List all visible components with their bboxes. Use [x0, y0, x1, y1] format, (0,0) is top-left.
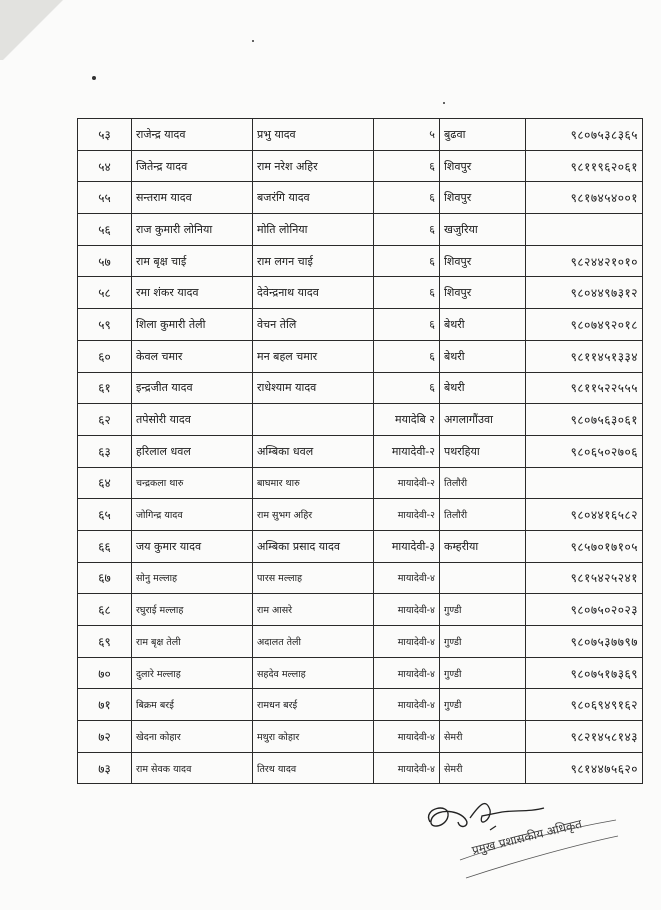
serial-number-cell: ६५	[78, 499, 132, 531]
table-row	[78, 752, 643, 784]
phone-cell: ९८०७५३८३६५	[526, 119, 643, 151]
father-name-cell: राधेश्याम यादव	[253, 372, 374, 404]
name-cell: चन्द्रकला थारु	[132, 467, 253, 499]
table-row	[78, 530, 643, 562]
ward-cell: मायादेवी-२	[374, 435, 440, 467]
father-name-cell: मथुरा कोहार	[253, 721, 374, 753]
serial-number-cell: ६९	[78, 626, 132, 658]
place-cell: सेमरी	[440, 721, 526, 753]
father-name-cell: मन बहल चमार	[253, 340, 374, 372]
phone-cell: ९८०४४९७३१२	[526, 277, 643, 309]
name-cell: राज कुमारी लोनिया	[132, 214, 253, 246]
place-cell: गुण्डी	[440, 657, 526, 689]
table-row	[78, 626, 643, 658]
table-row	[78, 245, 643, 277]
place-cell: बेथरी	[440, 372, 526, 404]
father-name-cell: पारस मल्लाह	[253, 562, 374, 594]
phone-cell: ९८११४५१३३४	[526, 340, 643, 372]
table-row	[78, 594, 643, 626]
table-row	[78, 467, 643, 499]
roster-table	[77, 118, 643, 784]
place-cell: बेथरी	[440, 340, 526, 372]
ward-cell: मायादेवी-४	[374, 657, 440, 689]
name-cell: बिक्रम बरई	[132, 689, 253, 721]
table-row	[78, 562, 643, 594]
place-cell	[440, 562, 526, 594]
table-row	[78, 277, 643, 309]
serial-number-cell: ५५	[78, 182, 132, 214]
father-name-cell: अम्बिका प्रसाद यादव	[253, 530, 374, 562]
table-row	[78, 182, 643, 214]
phone-cell: ९८१५४२५२४१	[526, 562, 643, 594]
phone-cell	[526, 467, 643, 499]
table-row	[78, 309, 643, 341]
name-cell: राम बृक्ष चाई	[132, 245, 253, 277]
father-name-cell: बाघमार थारु	[253, 467, 374, 499]
ward-cell: ६	[374, 309, 440, 341]
ward-cell: ६	[374, 150, 440, 182]
table-row	[78, 435, 643, 467]
ward-cell: मायादेवी-४	[374, 562, 440, 594]
ward-cell: मयादेबि २	[374, 404, 440, 436]
roster-body	[78, 119, 643, 784]
serial-number-cell: ५७	[78, 245, 132, 277]
father-name-cell: राम लगन चाई	[253, 245, 374, 277]
serial-number-cell: ५३	[78, 119, 132, 151]
father-name-cell: रामधन बरई	[253, 689, 374, 721]
table-row	[78, 340, 643, 372]
name-cell: राम बृक्ष तेली	[132, 626, 253, 658]
ink-speck	[443, 102, 445, 104]
phone-cell: ९८२१४५८१४३	[526, 721, 643, 753]
serial-number-cell: ६७	[78, 562, 132, 594]
ward-cell: ६	[374, 340, 440, 372]
serial-number-cell: ६६	[78, 530, 132, 562]
ward-cell: ६	[374, 277, 440, 309]
ward-cell: मायादेवी-२	[374, 499, 440, 531]
place-cell: गुण्डी	[440, 594, 526, 626]
phone-cell: ९८०७५३७७९७	[526, 626, 643, 658]
place-cell: पथरहिया	[440, 435, 526, 467]
name-cell: राजेन्द्र यादव	[132, 119, 253, 151]
name-cell: दुलारे मल्लाह	[132, 657, 253, 689]
ward-cell: मायादेवी-४	[374, 626, 440, 658]
father-name-cell: प्रभु यादव	[253, 119, 374, 151]
father-name-cell: बजरंगि यादव	[253, 182, 374, 214]
phone-cell: ९८१४४७५६२०	[526, 752, 643, 784]
place-cell: बुढवा	[440, 119, 526, 151]
phone-cell: ९८०६९४९१६२	[526, 689, 643, 721]
place-cell: तिलौरी	[440, 467, 526, 499]
place-cell: खजुरिया	[440, 214, 526, 246]
father-name-cell: अदालत तेली	[253, 626, 374, 658]
phone-cell: ९८११९६२०६१	[526, 150, 643, 182]
place-cell: तिलौरी	[440, 499, 526, 531]
phone-cell: ९८०६५०२७०६	[526, 435, 643, 467]
ward-cell: ६	[374, 245, 440, 277]
phone-cell: ९८२४४२१०१०	[526, 245, 643, 277]
place-cell: कम्हरीया	[440, 530, 526, 562]
phone-cell: ९८०७५०२०२३	[526, 594, 643, 626]
name-cell: जितेन्द्र यादव	[132, 150, 253, 182]
father-name-cell: तिरथ यादव	[253, 752, 374, 784]
ward-cell: ६	[374, 214, 440, 246]
table-row	[78, 499, 643, 531]
serial-number-cell: ५८	[78, 277, 132, 309]
ink-speck	[252, 40, 254, 42]
father-name-cell: राम नरेश अहिर	[253, 150, 374, 182]
place-cell: बेथरी	[440, 309, 526, 341]
ward-cell: मायादेवी-४	[374, 752, 440, 784]
name-cell: रमा शंकर यादव	[132, 277, 253, 309]
ink-speck	[92, 76, 96, 80]
ward-cell: मायादेवी-४	[374, 689, 440, 721]
table-row	[78, 404, 643, 436]
ward-cell: मायादेवी-३	[374, 530, 440, 562]
table-row	[78, 119, 643, 151]
serial-number-cell: ७०	[78, 657, 132, 689]
table-row	[78, 150, 643, 182]
place-cell: शिवपुर	[440, 182, 526, 214]
name-cell: तपेसोरी यादव	[132, 404, 253, 436]
place-cell: गुण्डी	[440, 626, 526, 658]
serial-number-cell: ६०	[78, 340, 132, 372]
name-cell: केवल चमार	[132, 340, 253, 372]
name-cell: सन्तराम यादव	[132, 182, 253, 214]
serial-number-cell: ६३	[78, 435, 132, 467]
ward-cell: ५	[374, 119, 440, 151]
name-cell: खेदना कोहार	[132, 721, 253, 753]
serial-number-cell: ५६	[78, 214, 132, 246]
phone-cell: ९८०७५६३०६१	[526, 404, 643, 436]
ward-cell: मायादेवी-४	[374, 594, 440, 626]
ward-cell: मायादेवी-२	[374, 467, 440, 499]
ward-cell: मायादेवी-४	[374, 721, 440, 753]
serial-number-cell: ७३	[78, 752, 132, 784]
table-row	[78, 657, 643, 689]
name-cell: जोगिन्द्र यादव	[132, 499, 253, 531]
name-cell: जय कुमार यादव	[132, 530, 253, 562]
ward-cell: ६	[374, 182, 440, 214]
name-cell: शिला कुमारी तेली	[132, 309, 253, 341]
father-name-cell: राम सुभग अहिर	[253, 499, 374, 531]
name-cell: हरिलाल धवल	[132, 435, 253, 467]
table-row	[78, 372, 643, 404]
table-row	[78, 689, 643, 721]
serial-number-cell: ६४	[78, 467, 132, 499]
serial-number-cell: ६१	[78, 372, 132, 404]
serial-number-cell: ५४	[78, 150, 132, 182]
serial-number-cell: ६८	[78, 594, 132, 626]
father-name-cell: राम आसरे	[253, 594, 374, 626]
ward-cell: ६	[374, 372, 440, 404]
name-cell: राम सेवक यादव	[132, 752, 253, 784]
serial-number-cell: ७१	[78, 689, 132, 721]
official-stamp: प्रमुख प्रशासकीय अधिकृत	[470, 816, 584, 858]
father-name-cell	[253, 404, 374, 436]
father-name-cell: सहदेव मल्लाह	[253, 657, 374, 689]
father-name-cell: देवेन्द्रनाथ यादव	[253, 277, 374, 309]
father-name-cell: वेचन तेलि	[253, 309, 374, 341]
serial-number-cell: ६२	[78, 404, 132, 436]
serial-number-cell: ७२	[78, 721, 132, 753]
place-cell: शिवपुर	[440, 150, 526, 182]
place-cell: शिवपुर	[440, 277, 526, 309]
phone-cell	[526, 214, 643, 246]
table-row	[78, 721, 643, 753]
place-cell: सेमरी	[440, 752, 526, 784]
name-cell: इन्द्रजीत यादव	[132, 372, 253, 404]
phone-cell: ९८०७४९२०१८	[526, 309, 643, 341]
place-cell: अगलागौंउवा	[440, 404, 526, 436]
name-cell: रघुराई मल्लाह	[132, 594, 253, 626]
father-name-cell: मोति लोनिया	[253, 214, 374, 246]
phone-cell: ९८५७०१७१०५	[526, 530, 643, 562]
place-cell: गुण्डी	[440, 689, 526, 721]
father-name-cell: अम्बिका धवल	[253, 435, 374, 467]
folded-corner	[0, 0, 70, 60]
phone-cell: ९८११५२२५५५	[526, 372, 643, 404]
phone-cell: ९८०४४१६५८२	[526, 499, 643, 531]
table-row	[78, 214, 643, 246]
place-cell: शिवपुर	[440, 245, 526, 277]
serial-number-cell: ५९	[78, 309, 132, 341]
phone-cell: ९८१७४५४००१	[526, 182, 643, 214]
phone-cell: ९८०७५१७३६९	[526, 657, 643, 689]
name-cell: सोनु मल्लाह	[132, 562, 253, 594]
